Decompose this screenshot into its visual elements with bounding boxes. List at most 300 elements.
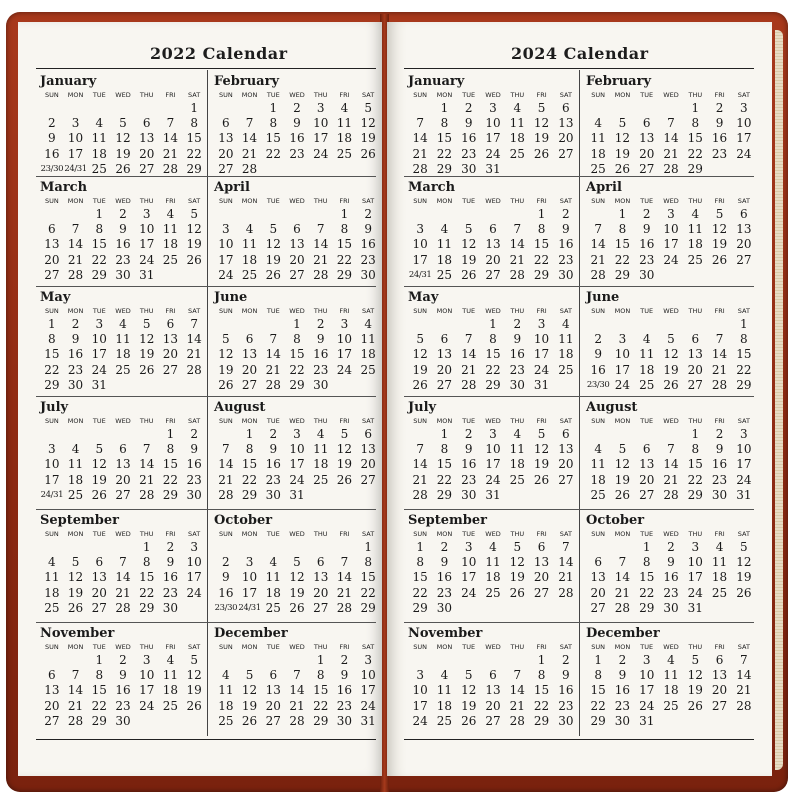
month-name: January: [408, 74, 465, 89]
weekday-label: THU: [313, 91, 328, 99]
day-cell: 11: [711, 555, 728, 570]
day-cell: 23: [461, 472, 477, 487]
day-cell: 9: [715, 116, 724, 131]
day-cell: 10: [533, 332, 550, 347]
weekday-label: THU: [688, 307, 703, 315]
day-cell: 20: [687, 362, 703, 377]
empty-day-cell: [408, 317, 432, 332]
day-cell: 21: [412, 146, 428, 161]
day-cell: 9: [642, 222, 651, 237]
weekday-label: WED: [663, 417, 679, 425]
day-cell: 18: [115, 347, 131, 362]
weekday-label: MON: [241, 197, 258, 205]
month-block-may: [408, 290, 578, 396]
weekday-header: [40, 307, 206, 315]
day-cell: 5: [142, 317, 151, 331]
day-cell: 7: [119, 555, 127, 570]
weekday-label: TUE: [92, 417, 106, 425]
day-grid: [40, 540, 206, 616]
day-cell: 31: [687, 600, 703, 615]
day-cell: 16: [115, 683, 131, 698]
weekday-label: TUE: [92, 91, 106, 99]
day-cell: 17: [485, 131, 501, 146]
day-cell: 1: [691, 427, 700, 441]
day-cell: 18: [241, 252, 258, 267]
month-name: October: [214, 513, 273, 528]
weekday-label: THU: [313, 417, 328, 425]
day-cell: 23: [711, 472, 728, 487]
day-cell: 19: [711, 237, 728, 252]
day-grid: [40, 653, 206, 729]
day-cell: 13: [485, 683, 501, 698]
day-cell: 15: [687, 457, 703, 472]
day-cell: 25: [115, 362, 131, 377]
day-cell: 4: [642, 332, 651, 347]
day-cell: 29: [139, 600, 155, 615]
day-cell: 1: [293, 317, 301, 331]
weekday-label: SAT: [559, 197, 572, 205]
weekday-label: SUN: [218, 417, 233, 425]
day-cell: 25: [162, 698, 179, 713]
day-cell: 29: [533, 713, 550, 728]
empty-day-cell: [261, 207, 285, 222]
weekday-label: THU: [313, 530, 328, 538]
weekday-label: SUN: [44, 530, 59, 538]
weekday-header: [408, 307, 578, 315]
day-cell: 16: [558, 237, 574, 252]
day-cell: 14: [139, 457, 155, 472]
day-cell: 19: [461, 698, 477, 713]
day-cell: 6: [119, 442, 127, 457]
calendar-title-2022: 2022 Calendar: [150, 44, 288, 63]
day-cell: 5: [190, 653, 198, 667]
day-cell: 14: [509, 683, 525, 698]
row-divider: [36, 622, 376, 623]
weekday-label: FRI: [714, 530, 725, 538]
day-cell: 5: [95, 442, 104, 457]
day-cell: 16: [360, 237, 376, 252]
day-cell: 3: [95, 317, 104, 331]
day-grid: [214, 427, 380, 503]
day-cell: 25: [44, 600, 60, 615]
day-cell: 5: [119, 116, 127, 131]
day-cell: 17: [139, 683, 155, 698]
empty-day-cell: [214, 317, 238, 332]
day-cell: 21: [289, 698, 305, 713]
day-cell: 21: [313, 252, 329, 267]
weekday-label: THU: [313, 307, 328, 315]
month-block-july: [40, 400, 206, 506]
day-cell: 3: [489, 101, 497, 115]
weekday-label: FRI: [536, 417, 547, 425]
empty-day-cell: [261, 317, 285, 332]
day-cell: 30: [558, 267, 574, 282]
day-cell: 24/31: [408, 269, 432, 280]
day-grid: [40, 317, 206, 393]
weekday-label: WED: [115, 91, 131, 99]
day-cell: 15: [590, 683, 606, 698]
day-cell: 10: [139, 668, 155, 683]
day-cell: 9: [594, 347, 602, 362]
weekday-label: SUN: [218, 530, 233, 538]
day-cell: 26: [91, 487, 107, 502]
empty-day-cell: [635, 101, 659, 116]
day-cell: 9: [316, 332, 325, 347]
empty-day-cell: [40, 101, 64, 116]
day-cell: 2: [618, 653, 627, 667]
day-cell: 25: [590, 161, 606, 176]
day-cell: 21: [218, 472, 234, 487]
day-cell: 29: [186, 161, 202, 176]
empty-day-cell: [64, 101, 88, 116]
day-cell: 16: [509, 347, 525, 362]
weekday-label: SAT: [188, 530, 201, 538]
day-cell: 17: [67, 146, 84, 161]
weekday-label: SAT: [559, 91, 572, 99]
day-cell: 10: [663, 222, 679, 237]
weekday-header: [40, 530, 206, 538]
day-cell: 25: [558, 362, 574, 377]
weekday-header: [40, 417, 206, 425]
day-cell: 17: [91, 347, 107, 362]
empty-day-cell: [635, 317, 659, 332]
day-cell: 9: [269, 442, 278, 457]
day-cell: 13: [360, 442, 376, 457]
day-cell: 1: [269, 101, 278, 115]
month-name: May: [408, 290, 439, 305]
day-cell: 3: [142, 207, 151, 221]
day-cell: 19: [614, 146, 631, 161]
empty-day-cell: [40, 653, 64, 668]
day-cell: 17: [663, 237, 679, 252]
day-cell: 12: [533, 442, 550, 457]
weekday-label: SUN: [413, 197, 428, 205]
day-cell: 26: [711, 252, 728, 267]
weekday-label: TUE: [462, 417, 476, 425]
weekday-label: TUE: [640, 643, 654, 651]
day-cell: 19: [687, 683, 703, 698]
day-cell: 14: [412, 457, 428, 472]
day-cell: 21: [590, 252, 606, 267]
day-cell: 10: [139, 222, 155, 237]
empty-day-cell: [309, 207, 333, 222]
day-cell: 2: [269, 427, 278, 441]
day-cell: 7: [293, 668, 301, 683]
day-cell: 31: [736, 487, 752, 502]
day-cell: 27: [218, 161, 234, 176]
day-cell: 27: [289, 267, 305, 282]
day-cell: 14: [509, 237, 525, 252]
day-cell: 22: [639, 585, 655, 600]
empty-day-cell: [111, 101, 135, 116]
weekday-label: THU: [510, 530, 525, 538]
empty-day-cell: [610, 427, 634, 442]
weekday-label: MON: [67, 197, 84, 205]
day-cell: 25: [241, 267, 258, 282]
column-divider: [579, 70, 580, 736]
day-cell: 30: [614, 713, 631, 728]
empty-day-cell: [610, 317, 634, 332]
day-cell: 4: [440, 222, 449, 237]
day-grid: [586, 317, 756, 393]
month-block-september: [408, 513, 578, 619]
day-cell: 12: [360, 116, 376, 131]
day-cell: 26: [412, 377, 428, 392]
day-cell: 12: [509, 555, 525, 570]
day-cell: 31: [139, 267, 155, 282]
weekday-label: SAT: [188, 91, 201, 99]
day-cell: 18: [711, 570, 728, 585]
day-cell: 20: [558, 457, 574, 472]
day-grid: [40, 427, 206, 503]
month-block-august: [214, 400, 380, 506]
day-cell: 29: [687, 487, 703, 502]
day-cell: 25: [663, 698, 679, 713]
day-grid: [40, 101, 206, 177]
day-cell: 30: [461, 487, 477, 502]
row-divider: [36, 509, 376, 510]
day-cell: 21: [115, 585, 131, 600]
weekday-label: SUN: [218, 307, 233, 315]
weekday-label: FRI: [339, 197, 350, 205]
weekday-label: SUN: [218, 91, 233, 99]
day-cell: 16: [558, 683, 574, 698]
day-cell: 30: [115, 267, 131, 282]
day-cell: 22: [139, 585, 155, 600]
day-cell: 9: [222, 570, 230, 585]
day-cell: 23: [461, 146, 477, 161]
day-cell: 25: [436, 713, 453, 728]
weekday-label: TUE: [462, 307, 476, 315]
day-cell: 6: [489, 222, 497, 237]
day-cell: 8: [594, 668, 602, 683]
day-cell: 11: [590, 457, 606, 472]
day-cell: 6: [364, 427, 372, 441]
day-cell: 26: [461, 267, 477, 282]
day-cell: 12: [241, 683, 258, 698]
day-cell: 5: [691, 653, 700, 667]
weekday-label: WED: [485, 530, 501, 538]
empty-day-cell: [659, 427, 683, 442]
weekday-label: THU: [313, 643, 328, 651]
empty-day-cell: [586, 207, 610, 222]
month-name: August: [214, 400, 266, 415]
day-cell: 9: [364, 222, 372, 237]
day-cell: 17: [412, 252, 428, 267]
day-cell: 11: [687, 222, 703, 237]
day-cell: 1: [416, 540, 424, 554]
empty-day-cell: [586, 427, 610, 442]
empty-day-cell: [238, 653, 262, 668]
day-cell: 6: [715, 653, 724, 667]
day-cell: 29: [44, 377, 60, 392]
weekday-label: TUE: [92, 307, 106, 315]
weekday-label: TUE: [462, 91, 476, 99]
weekday-label: SAT: [737, 530, 750, 538]
weekday-label: MON: [614, 307, 631, 315]
weekday-label: MON: [614, 530, 631, 538]
weekday-label: MON: [436, 530, 453, 538]
day-cell: 11: [241, 237, 258, 252]
weekday-header: [408, 530, 578, 538]
day-cell: 14: [67, 237, 84, 252]
day-cell: 19: [186, 683, 202, 698]
empty-day-cell: [586, 101, 610, 116]
weekday-label: THU: [688, 643, 703, 651]
day-cell: 17: [44, 472, 60, 487]
empty-day-cell: [261, 540, 285, 555]
column-divider: [207, 70, 208, 736]
day-cell: 2: [190, 427, 198, 441]
weekday-label: WED: [115, 530, 131, 538]
day-cell: 17: [218, 252, 234, 267]
day-cell: 10: [614, 347, 631, 362]
day-cell: 15: [91, 237, 107, 252]
day-cell: 8: [166, 442, 175, 457]
month-name: November: [40, 626, 115, 641]
day-cell: 6: [489, 668, 497, 683]
day-cell: 10: [360, 668, 376, 683]
day-cell: 26: [360, 146, 376, 161]
day-cell: 28: [736, 698, 752, 713]
day-cell: 7: [269, 332, 278, 347]
day-cell: 10: [485, 116, 501, 131]
day-cell: 15: [265, 131, 281, 146]
day-cell: 4: [245, 222, 254, 237]
day-cell: 26: [186, 252, 202, 267]
row-divider: [404, 509, 754, 510]
day-cell: 1: [142, 540, 151, 554]
day-cell: 2: [513, 317, 522, 331]
empty-day-cell: [64, 653, 88, 668]
weekday-label: FRI: [536, 197, 547, 205]
day-cell: 30: [313, 377, 329, 392]
weekday-label: THU: [510, 643, 525, 651]
weekday-header: [214, 643, 380, 651]
day-cell: 26: [186, 698, 202, 713]
day-cell: 10: [44, 457, 60, 472]
day-cell: 28: [711, 377, 728, 392]
day-cell: 25: [590, 487, 606, 502]
day-cell: 8: [316, 668, 325, 683]
day-cell: 20: [91, 585, 107, 600]
weekday-label: THU: [139, 91, 154, 99]
day-cell: 17: [614, 362, 631, 377]
month-name: May: [40, 290, 71, 305]
day-cell: 23: [711, 146, 728, 161]
day-cell: 2: [562, 653, 570, 667]
empty-day-cell: [285, 653, 309, 668]
empty-day-cell: [40, 540, 64, 555]
day-cell: 12: [614, 131, 631, 146]
weekday-label: WED: [663, 530, 679, 538]
day-cell: 17: [485, 457, 501, 472]
day-cell: 18: [91, 146, 107, 161]
day-cell: 1: [537, 207, 546, 221]
day-cell: 7: [416, 116, 424, 131]
day-cell: 18: [663, 683, 679, 698]
day-cell: 21: [67, 698, 84, 713]
day-cell: 31: [360, 713, 376, 728]
weekday-label: WED: [115, 417, 131, 425]
empty-day-cell: [214, 101, 238, 116]
day-cell: 18: [436, 252, 453, 267]
day-cell: 15: [336, 237, 353, 252]
day-cell: 14: [614, 570, 631, 585]
day-cell: 20: [115, 472, 131, 487]
weekday-label: SUN: [44, 417, 59, 425]
weekday-label: FRI: [339, 307, 350, 315]
day-cell: 14: [162, 131, 179, 146]
day-cell: 12: [412, 347, 428, 362]
day-cell: 10: [687, 555, 703, 570]
day-cell: 28: [67, 267, 84, 282]
day-cell: 29: [241, 487, 258, 502]
day-cell: 27: [436, 377, 453, 392]
day-cell: 24: [485, 146, 501, 161]
day-cell: 29: [360, 600, 376, 615]
weekday-label: MON: [241, 530, 258, 538]
weekday-label: SUN: [413, 307, 428, 315]
day-cell: 5: [667, 332, 675, 347]
day-cell: 25: [162, 252, 179, 267]
day-cell: 28: [590, 267, 606, 282]
day-cell: 20: [139, 146, 155, 161]
weekday-label: SUN: [591, 530, 606, 538]
day-cell: 28: [336, 600, 353, 615]
day-cell: 9: [464, 116, 473, 131]
day-grid: [214, 317, 380, 393]
day-cell: 2: [222, 555, 230, 570]
empty-day-cell: [586, 317, 610, 332]
weekday-header: [214, 417, 380, 425]
empty-day-cell: [87, 540, 111, 555]
day-cell: 20: [639, 472, 655, 487]
day-cell: 16: [461, 457, 477, 472]
empty-day-cell: [214, 427, 238, 442]
day-cell: 19: [614, 472, 631, 487]
weekday-label: THU: [688, 197, 703, 205]
day-cell: 23: [289, 146, 305, 161]
day-cell: 20: [436, 362, 453, 377]
empty-day-cell: [408, 101, 432, 116]
weekday-label: MON: [436, 197, 453, 205]
day-cell: 29: [313, 713, 329, 728]
month-block-july: [408, 400, 578, 506]
day-cell: 20: [241, 362, 258, 377]
weekday-label: FRI: [165, 417, 176, 425]
month-name: February: [214, 74, 280, 89]
day-cell: 26: [687, 698, 703, 713]
empty-day-cell: [238, 207, 262, 222]
day-cell: 4: [691, 207, 700, 221]
day-cell: 22: [186, 146, 202, 161]
day-cell: 25: [67, 487, 84, 502]
day-cell: 11: [485, 555, 501, 570]
day-cell: 29: [590, 713, 606, 728]
weekday-label: WED: [289, 417, 305, 425]
day-cell: 24/31: [64, 163, 87, 174]
month-name: April: [214, 180, 250, 195]
day-cell: 24: [736, 472, 752, 487]
weekday-label: WED: [115, 643, 131, 651]
day-cell: 23: [265, 472, 281, 487]
day-cell: 26: [533, 472, 550, 487]
day-cell: 8: [364, 555, 372, 570]
day-cell: 9: [190, 442, 198, 457]
day-cell: 23: [162, 585, 179, 600]
weekday-label: TUE: [462, 530, 476, 538]
